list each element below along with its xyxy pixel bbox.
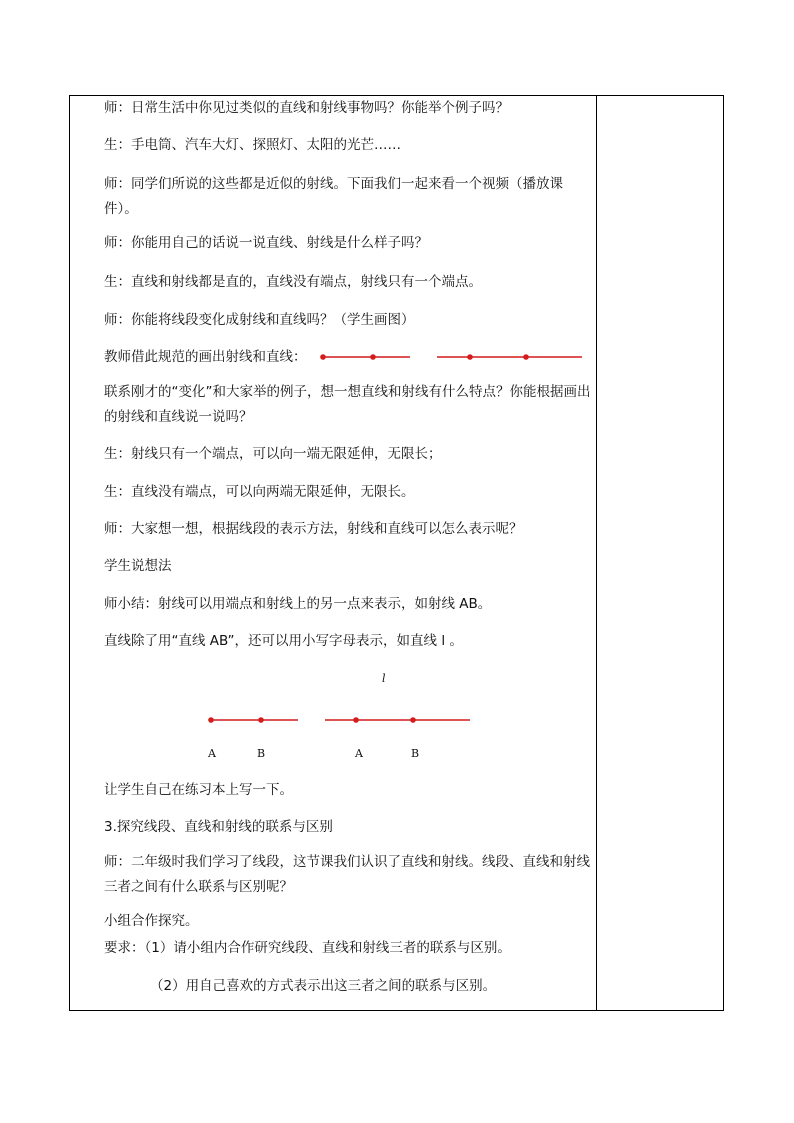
line-point-top-2	[523, 354, 529, 360]
paragraph: 联系刚才的“变化”和大家举的例子，想一想直线和射线有什么特点？你能根据画出的射线和直线说一说吗？	[104, 384, 591, 425]
line-point-b	[410, 717, 416, 723]
line-label-a: A	[355, 747, 363, 760]
paragraph: 学生说想法	[104, 558, 172, 574]
paragraph: 要求：（1）请小组内合作研究线段、直线和射线三者的联系与区别。	[104, 940, 511, 956]
paragraph: （2）用自己喜欢的方式表示出这三者之间的联系与区别。	[150, 978, 497, 994]
paragraph: 师小结：射线可以用端点和射线上的另一点来表示，如射线 AB。	[104, 596, 492, 612]
paragraph: 直线除了用“直线 AB”，还可以用小写字母表示，如直线 l 。	[104, 633, 463, 649]
line-label-b: B	[411, 747, 420, 760]
paragraph: 师：日常生活中你见过类似的直线和射线事物吗？你能举个例子吗？	[104, 100, 509, 116]
line-point-a	[353, 717, 359, 723]
paragraph: 生：射线只有一个端点，可以向一端无限延伸，无限长；	[104, 446, 442, 462]
ray-point-top	[370, 354, 376, 360]
line-point-top-1	[467, 354, 473, 360]
paragraph: 让学生自己在练习本上写一下。	[104, 782, 293, 798]
paragraph: 生：手电筒、汽车大灯、探照灯、太阳的光芒……	[104, 137, 401, 153]
ray-label-a: A	[208, 747, 216, 760]
paragraph: 生：直线和射线都是直的，直线没有端点，射线只有一个端点。	[104, 274, 482, 290]
paragraph: 师：同学们所说的这些都是近似的射线。下面我们一起来看一个视频（播放课件）。	[104, 176, 563, 217]
line-letter-label: l	[382, 672, 386, 685]
ray-label-b: B	[257, 747, 266, 760]
paragraph: 生：直线没有端点，可以向两端无限延伸，无限长。	[104, 484, 415, 500]
ray-point-b	[258, 717, 264, 723]
paragraph: 师：二年级时我们学习了线段，这节课我们认识了直线和射线。线段、直线和射线三者之间有什么联系与区别呢？	[104, 854, 590, 895]
paragraph: 师：你能用自己的话说一说直线、射线是什么样子吗？	[104, 235, 428, 251]
paragraph: 师：大家想一想，根据线段的表示方法，射线和直线可以怎么表示呢？	[104, 521, 523, 537]
paragraph: 教师借此规范的画出射线和直线：	[104, 349, 307, 365]
paragraph: 小组合作探究。	[104, 913, 199, 929]
section-heading: 3.探究线段、直线和射线的联系与区别	[104, 819, 333, 835]
ray-endpoint-top	[320, 354, 326, 360]
paragraph: 师：你能将线段变化成射线和直线吗？（学生画图）	[104, 312, 415, 328]
ray-point-a	[208, 717, 214, 723]
